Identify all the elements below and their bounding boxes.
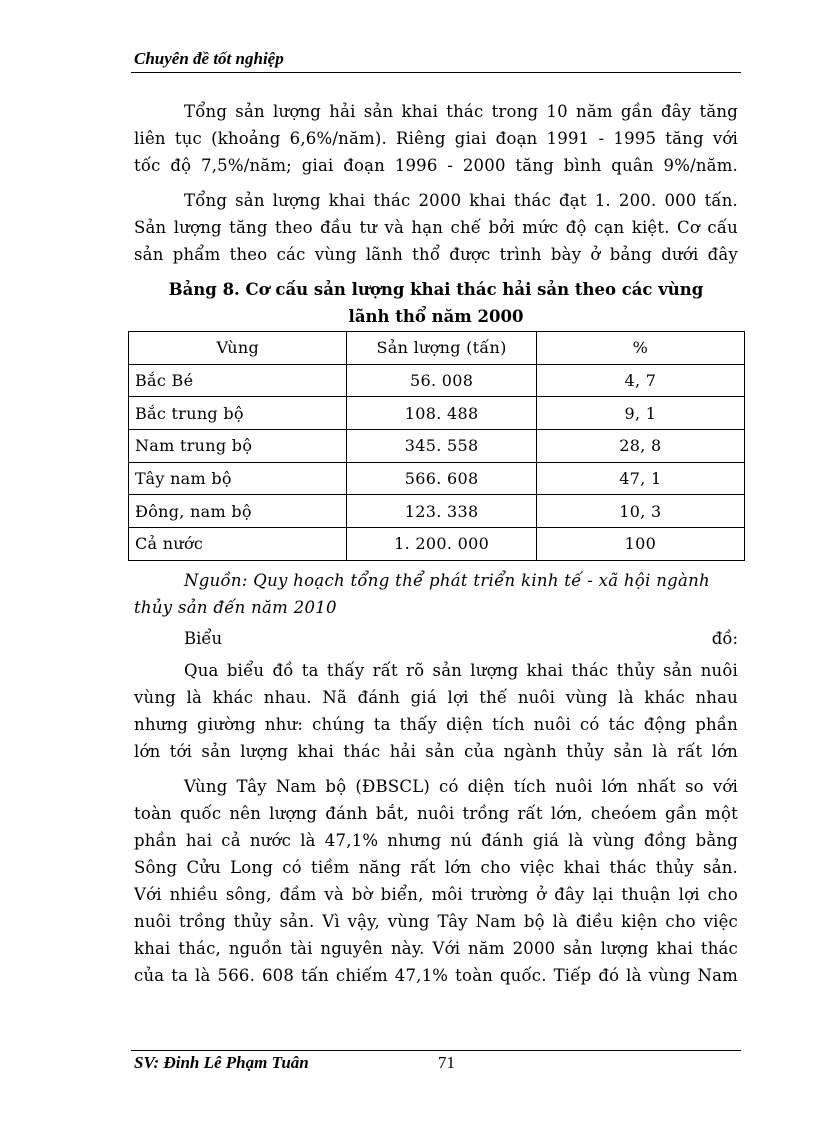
table-source-note	[134, 567, 738, 621]
text-line: Tổng sản lượng hải sản khai thác trong 10 năm gần đây tăng	[184, 102, 738, 121]
cell-region: Bắc Bé	[129, 364, 347, 397]
text-line: lớn tới sản lượng khai thác hải sản của ngành thủy sản là rất lớn	[134, 742, 738, 761]
cell-percent: 28, 8	[536, 430, 744, 463]
header-percent: %	[536, 332, 744, 365]
text-line: Qua biểu đồ ta thấy rất rõ sản lượng khai thác thủy sản nuôi	[184, 661, 738, 680]
header-region: Vùng	[129, 332, 347, 365]
table-caption-line1: Bảng 8. Cơ cấu sản lượng khai thác hải sản theo các vùng	[168, 280, 704, 299]
text-line: Sản lượng tăng theo đầu tư và hạn chế bởi mức độ cạn kiệt. Cơ cấu	[134, 218, 738, 237]
cell-region: Nam trung bộ	[129, 430, 347, 463]
table-row	[129, 430, 745, 463]
page-number: 71	[438, 1053, 455, 1072]
footer-author: SV: Đinh Lê Phạm Tuân	[134, 1053, 309, 1072]
text-line: phần hai cả nước là 47,1% nhưng nú đánh giá là vùng đồng bằng	[134, 831, 738, 850]
cell-output: 1. 200. 000	[347, 528, 536, 561]
table-caption-line2: lãnh thổ năm 2000	[348, 307, 524, 326]
cell-region: Đông, nam bộ	[129, 495, 347, 528]
cell-percent: 9, 1	[536, 397, 744, 430]
text-line: vùng là khác nhau. Nã đánh giá lợi thế nuôi vùng là khác nhau	[134, 688, 738, 707]
cell-output: 345. 558	[347, 430, 536, 463]
paragraph-southwest-region	[134, 773, 738, 989]
cell-output: 56. 008	[347, 364, 536, 397]
cell-percent: 10, 3	[536, 495, 744, 528]
paragraph-chart-analysis	[134, 657, 738, 765]
cell-region: Cả nước	[129, 528, 347, 561]
source-line: Nguồn: Quy hoạch tổng thể phát triển kinh tế - xã hội ngành	[184, 571, 710, 590]
text-line: nuôi trồng thủy sản. Vì vậy, vùng Tây Nam bộ là điều kiện cho việc	[134, 912, 738, 931]
cell-region: Bắc trung bộ	[129, 397, 347, 430]
paragraph-growth	[134, 98, 738, 179]
table-row	[129, 364, 745, 397]
cell-percent: 47, 1	[536, 462, 744, 495]
cell-output: 123. 338	[347, 495, 536, 528]
cell-percent: 100	[536, 528, 744, 561]
table-row	[129, 462, 745, 495]
text-line: sản phẩm theo các vùng lãnh thổ được trình bày ở bảng dưới đây	[134, 245, 738, 264]
header-output: Sản lượng (tấn)	[347, 332, 536, 365]
header-divider	[131, 72, 741, 73]
text-line: Sông Cửu Long có tiềm năng rất lớn cho việc khai thác thủy sản.	[134, 858, 738, 877]
cell-percent: 4, 7	[536, 364, 744, 397]
text-line: liên tục (khoảng 6,6%/năm). Riêng giai đoạn 1991 - 1995 tăng với	[134, 129, 738, 148]
cell-output: 108. 488	[347, 397, 536, 430]
table-row	[129, 397, 745, 430]
text-line: nhưng giường như: chúng ta thấy diện tích nuôi có tác động phần	[134, 715, 738, 734]
cell-region: Tây nam bộ	[129, 462, 347, 495]
regional-output-table	[128, 331, 745, 561]
text-line: khai thác, nguồn tài nguyên này. Với năm 2000 sản lượng khai thác	[134, 939, 738, 958]
text-line: Vùng Tây Nam bộ (ĐBSCL) có diện tích nuôi lớn nhất so với	[184, 777, 738, 796]
chart-label-left: Biểu	[184, 629, 223, 648]
paragraph-total-output	[134, 187, 738, 268]
footer-divider	[131, 1050, 741, 1051]
table-row	[129, 495, 745, 528]
text-line: Với nhiều sông, đầm và bờ biển, môi trường ở đây lại thuận lợi cho	[134, 885, 738, 904]
table-header-row	[129, 332, 745, 365]
text-line: tốc độ 7,5%/năm; giai đoạn 1996 - 2000 tăng bình quân 9%/năm.	[134, 156, 738, 175]
chart-label-right: đồ:	[711, 629, 738, 648]
cell-output: 566. 608	[347, 462, 536, 495]
document-header-title: Chuyên đề tốt nghiệp	[134, 49, 284, 68]
text-line: toàn quốc nên lượng đánh bắt, nuôi trồng rất lớn, cheóem gần một	[134, 804, 738, 823]
table-row-total	[129, 528, 745, 561]
source-line: thủy sản đến năm 2010	[134, 598, 337, 617]
text-line: của ta là 566. 608 tấn chiếm 47,1% toàn quốc. Tiếp đó là vùng Nam	[134, 966, 738, 985]
chart-label-line	[184, 625, 738, 652]
text-line: Tổng sản lượng khai thác 2000 khai thác đạt 1. 200. 000 tấn.	[184, 191, 738, 210]
